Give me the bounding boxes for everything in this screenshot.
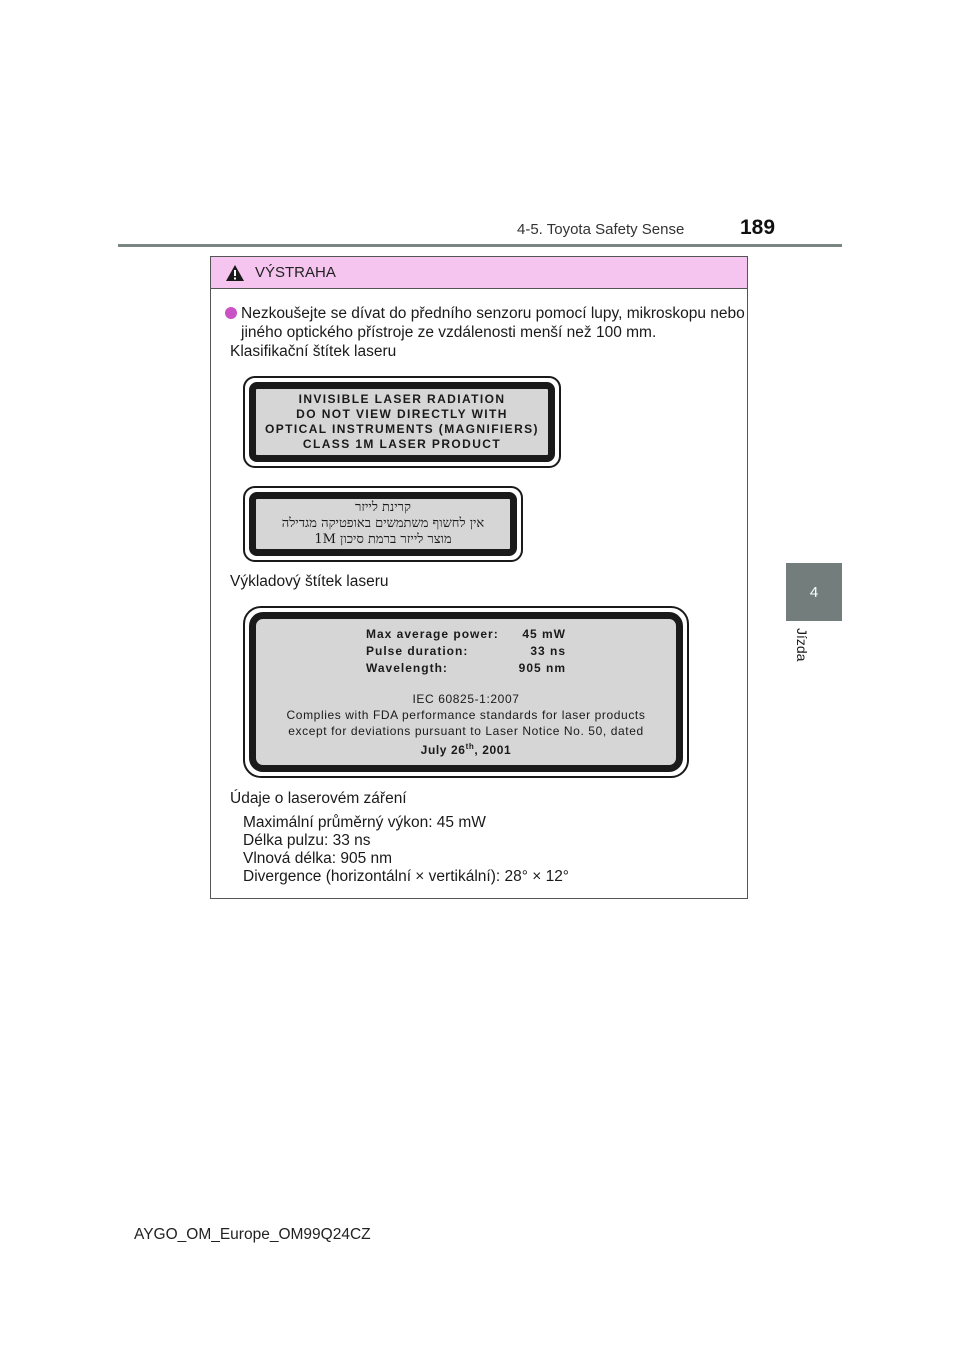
chapter-label-text: Jízda bbox=[794, 628, 810, 662]
bullet-text-line2: jiného optického přístroje ze vzdálenosti menší než 100 mm. bbox=[241, 324, 657, 341]
laser-label-english bbox=[243, 376, 561, 468]
laser-spec-label bbox=[243, 606, 689, 778]
chapter-tab[interactable] bbox=[786, 563, 842, 621]
spec-table bbox=[366, 626, 566, 677]
label-he-line1: קרינת לייזר bbox=[355, 500, 411, 515]
spec-power-value: 45 mW bbox=[522, 627, 566, 641]
spec-compliance-line2: except for deviations pursuant to Laser Notice No. 50, dated bbox=[288, 724, 644, 738]
spec-date-main: July 26 bbox=[420, 743, 466, 757]
header-divider bbox=[118, 244, 842, 247]
data-pulse: Délka pulzu: 33 ns bbox=[243, 832, 371, 849]
spec-date-sup: th bbox=[465, 742, 475, 751]
data-heading: Údaje o laserovém záření bbox=[230, 790, 407, 807]
data-divergence: Divergence (horizontální × vertikální): 28° × 12° bbox=[243, 868, 570, 885]
warning-icon bbox=[225, 264, 245, 282]
data-power: Maximální průměrný výkon: 45 mW bbox=[243, 814, 486, 831]
spec-date bbox=[421, 739, 512, 758]
explanatory-heading: Výkladový štítek laseru bbox=[230, 573, 389, 590]
chapter-label bbox=[788, 628, 818, 688]
data-wavelength: Vlnová délka: 905 nm bbox=[243, 850, 393, 867]
spec-power-key: Max average power: bbox=[366, 627, 499, 641]
classification-heading: Klasifikační štítek laseru bbox=[230, 343, 397, 360]
spec-standard: IEC 60825-1:2007 bbox=[412, 692, 520, 706]
label-he-line3: מוצר לייזר ברמת סיכון 1M bbox=[314, 532, 452, 547]
label-en-line1: INVISIBLE LASER RADIATION bbox=[298, 392, 506, 406]
spec-wave-value: 905 nm bbox=[518, 661, 566, 675]
label-en-line3: OPTICAL INSTRUMENTS (MAGNIFIERS) bbox=[265, 422, 539, 436]
label-he-line2: אין לחשוף משתמשים באופטיקה מגדילה bbox=[281, 516, 485, 531]
spec-compliance-line1: Complies with FDA performance standards for laser products bbox=[286, 708, 646, 722]
section-title: 4-5. Toyota Safety Sense bbox=[517, 221, 685, 238]
spec-date-year: , 2001 bbox=[474, 743, 512, 757]
chapter-number: 4 bbox=[809, 583, 819, 601]
spec-pulse-key: Pulse duration: bbox=[366, 644, 469, 658]
document-id: AYGO_OM_Europe_OM99Q24CZ bbox=[134, 1226, 371, 1243]
bullet-icon bbox=[225, 307, 237, 319]
laser-label-hebrew bbox=[243, 486, 523, 562]
spec-wave-key: Wavelength: bbox=[366, 661, 448, 675]
bullet-text-line1: Nezkoušejte se dívat do předního senzoru pomocí lupy, mikroskopu nebo bbox=[241, 305, 745, 322]
label-en-line4: CLASS 1M LASER PRODUCT bbox=[302, 437, 502, 451]
page-number: 189 bbox=[740, 216, 776, 239]
warning-title: VÝSTRAHA bbox=[255, 264, 336, 281]
warning-box bbox=[210, 256, 748, 899]
label-en-line2: DO NOT VIEW DIRECTLY WITH bbox=[296, 407, 508, 421]
warning-header bbox=[211, 257, 747, 289]
spec-pulse-value: 33 ns bbox=[530, 644, 566, 658]
